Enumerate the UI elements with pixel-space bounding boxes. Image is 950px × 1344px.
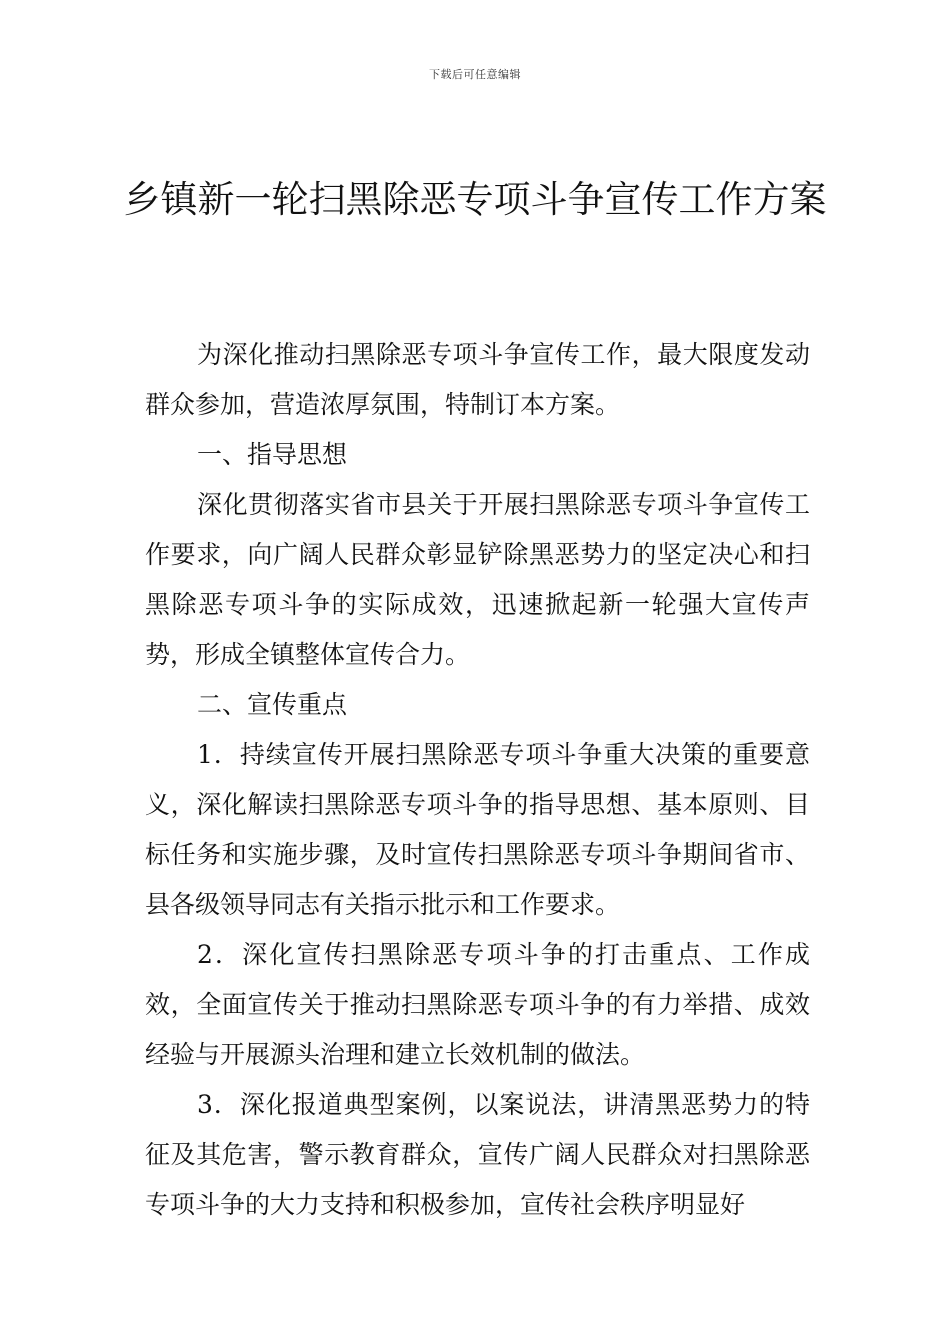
- paragraph-item-3: 3．深化报道典型案例，以案说法，讲清黑恶势力的特征及其危害，警示教育群众，宣传广阔人民群众对扫黑除恶专项斗争的大力支持和积极参加，宣传社会秩序明显好: [145, 1090, 810, 1219]
- document-title: 乡镇新一轮扫黑除恶专项斗争宣传工作方案: [123, 178, 827, 221]
- header-note: 下载后可任意编辑: [429, 68, 521, 81]
- paragraph-item-1: 1．持续宣传开展扫黑除恶专项斗争重大决策的重要意义，深化解读扫黑除恶专项斗争的指导思想、基本原则、目标任务和实施步骤，及时宣传扫黑除恶专项斗争期间省市、县各级领导同志有关指示批示和工作要求。: [145, 740, 810, 919]
- section-heading-publicity-focus: 二、宣传重点: [197, 690, 348, 719]
- document-body: [145, 330, 810, 1230]
- paragraph-item-2: 2．深化宣传扫黑除恶专项斗争的打击重点、工作成效，全面宣传关于推动扫黑除恶专项斗争的有力举措、成效经验与开展源头治理和建立长效机制的做法。: [145, 940, 810, 1069]
- paragraph-guiding-thought: 深化贯彻落实省市县关于开展扫黑除恶专项斗争宣传工作要求，向广阔人民群众彰显铲除黑恶势力的坚定决心和扫黑除恶专项斗争的实际成效，迅速掀起新一轮强大宣传声势，形成全镇整体宣传合力。: [145, 490, 810, 669]
- paragraph-intro: 为深化推动扫黑除恶专项斗争宣传工作，最大限度发动群众参加，营造浓厚氛围，特制订本方案。: [145, 340, 810, 419]
- section-heading-guiding-thought: 一、指导思想: [197, 440, 348, 469]
